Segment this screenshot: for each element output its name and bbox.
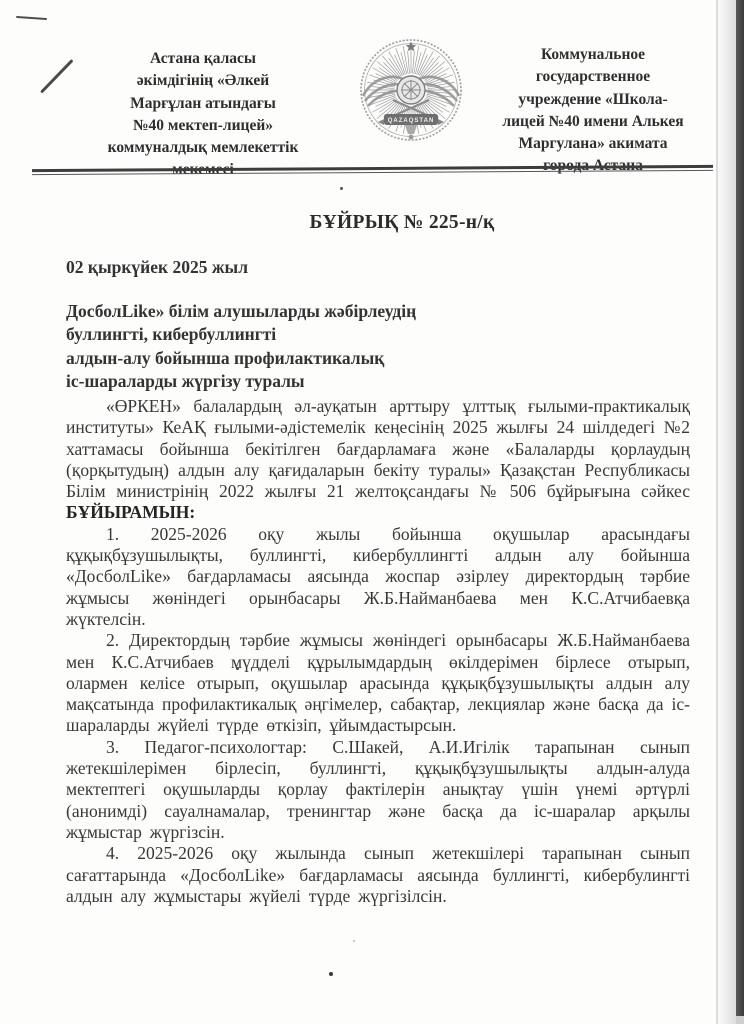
letterhead-russian-org-name	[482, 44, 704, 178]
letterhead-line: учреждение «Школа-	[518, 90, 668, 108]
subject-line: алдын-алу бойынша профилактикалық	[66, 347, 385, 368]
subject-line: ДосболLike» білім алушыларды жәбірлеудің	[66, 301, 417, 321]
scanner-dark-band	[736, 0, 744, 1016]
scanner-band-end	[736, 1016, 744, 1024]
page-edge-shadow	[718, 0, 736, 1024]
letterhead-line: коммуналдық мемлекеттік	[107, 139, 299, 157]
letterhead-line: Маргулана» акимата	[518, 135, 668, 153]
preamble-resolution-word: БҰЙЫРАМЫН:	[66, 502, 196, 523]
order-item-2: 2. Директордың тәрбие жұмысы жөніндегі орынбасары Ж.Б.Найманбаева мен К.С.Атчибаев мүдделі құрылымдардың өкілдерімен бірлесе отырып, олармен келісе отырып, оқушылар арасында құқықбұзушылықты алдын алу мақсатында профилактикалық әңгімелер, сабақтар, лекциялар және басқа да іс-шараларды жүйелі түрде өткізіп, ұйымдастырсын.	[66, 630, 690, 736]
kazakhstan-coat-of-arms-icon	[351, 38, 471, 158]
preamble-text: «ӨРКЕН» балалардың әл-ауқатын арттыру ұлттық ғылыми-практикалық институты» КеАҚ ғылыми-әдістемелік кеңесінің 2025 жылғы 24 шілдедегі №2 хаттамасы бойынша бекітілген бағдарламаға және «Балаларды қорлаудың (қорқытудың) алдын алу қағидаларын бекіту туралы» Қазақстан Республикасы Білім министрінің 2022 жылғы 21 желтоқсандағы № 506 бұйрығына сәйкес	[66, 396, 690, 502]
letterhead-kazakh-org-name	[72, 48, 334, 182]
pen-mark	[40, 59, 73, 93]
order-item-3: 3. Педагог-психологтар: С.Шакей, А.И.Игілік тарапынан сынып жетекшілерімен бірлесіп, буллингті, құқықбұзушылықты алдын-алуда мектептегі оқушыларды қорлау фактілерін анықтау үшін үнемі әртүрлі (анонимді) сауалнамалар, тренингтар және басқа да іс-шаралар арқылы жұмыстар жүргізсін.	[66, 736, 690, 842]
order-item-1: 1. 2025-2026 оқу жылы бойынша оқушылар арасындағы құқықбұзушылықты, буллингті, кибербуллингті алдын алу бойынша «ДосболLike» бағдарламасы аясында жоспар әзірлеу директордың тәрбие жұмысы жөніндегі орынбасары Ж.Б.Найманбаева мен К.С.Атчибаевқа жүктелсін.	[66, 523, 690, 629]
scan-speck	[329, 972, 333, 976]
preamble-paragraph	[66, 396, 690, 524]
letterhead-line: Астана қаласы	[149, 50, 257, 67]
letterhead-line: №40 мектеп-лицей»	[132, 116, 274, 134]
subject-line: буллингті, кибербуллингті	[66, 324, 277, 345]
order-title: БҰЙРЫҚ № 225-н/қ	[309, 212, 495, 233]
subject-line: іс-шараларды жүргізу туралы	[66, 371, 305, 392]
emblem-banner	[378, 114, 444, 125]
scan-speck	[353, 940, 355, 942]
letterhead-line: государственное	[535, 68, 651, 86]
order-subject	[66, 300, 606, 394]
letterhead-line: Марғұлан атындағы	[130, 94, 276, 112]
emblem-banner-text: QAZAQSTAN	[387, 118, 435, 125]
letterhead-line: әкімдігінің «Әлкей	[136, 72, 270, 90]
order-date: 02 қыркүйек 2025 жыл	[66, 257, 249, 277]
letterhead-line: Коммунальное	[540, 46, 646, 63]
order-body	[66, 396, 690, 907]
order-item-4: 4. 2025-2026 оқу жылында сынып жетекшілері тарапынан сынып сағаттарында «ДосболLike» бағдарламасы аясында буллингті, кибербулингті алдын алу жұмыстары жүйелі түрде жүргізілсін.	[66, 843, 690, 906]
letterhead-line: лицей №40 имени Алькея	[502, 112, 684, 130]
scan-speck	[340, 187, 343, 190]
pen-mark	[16, 16, 47, 21]
